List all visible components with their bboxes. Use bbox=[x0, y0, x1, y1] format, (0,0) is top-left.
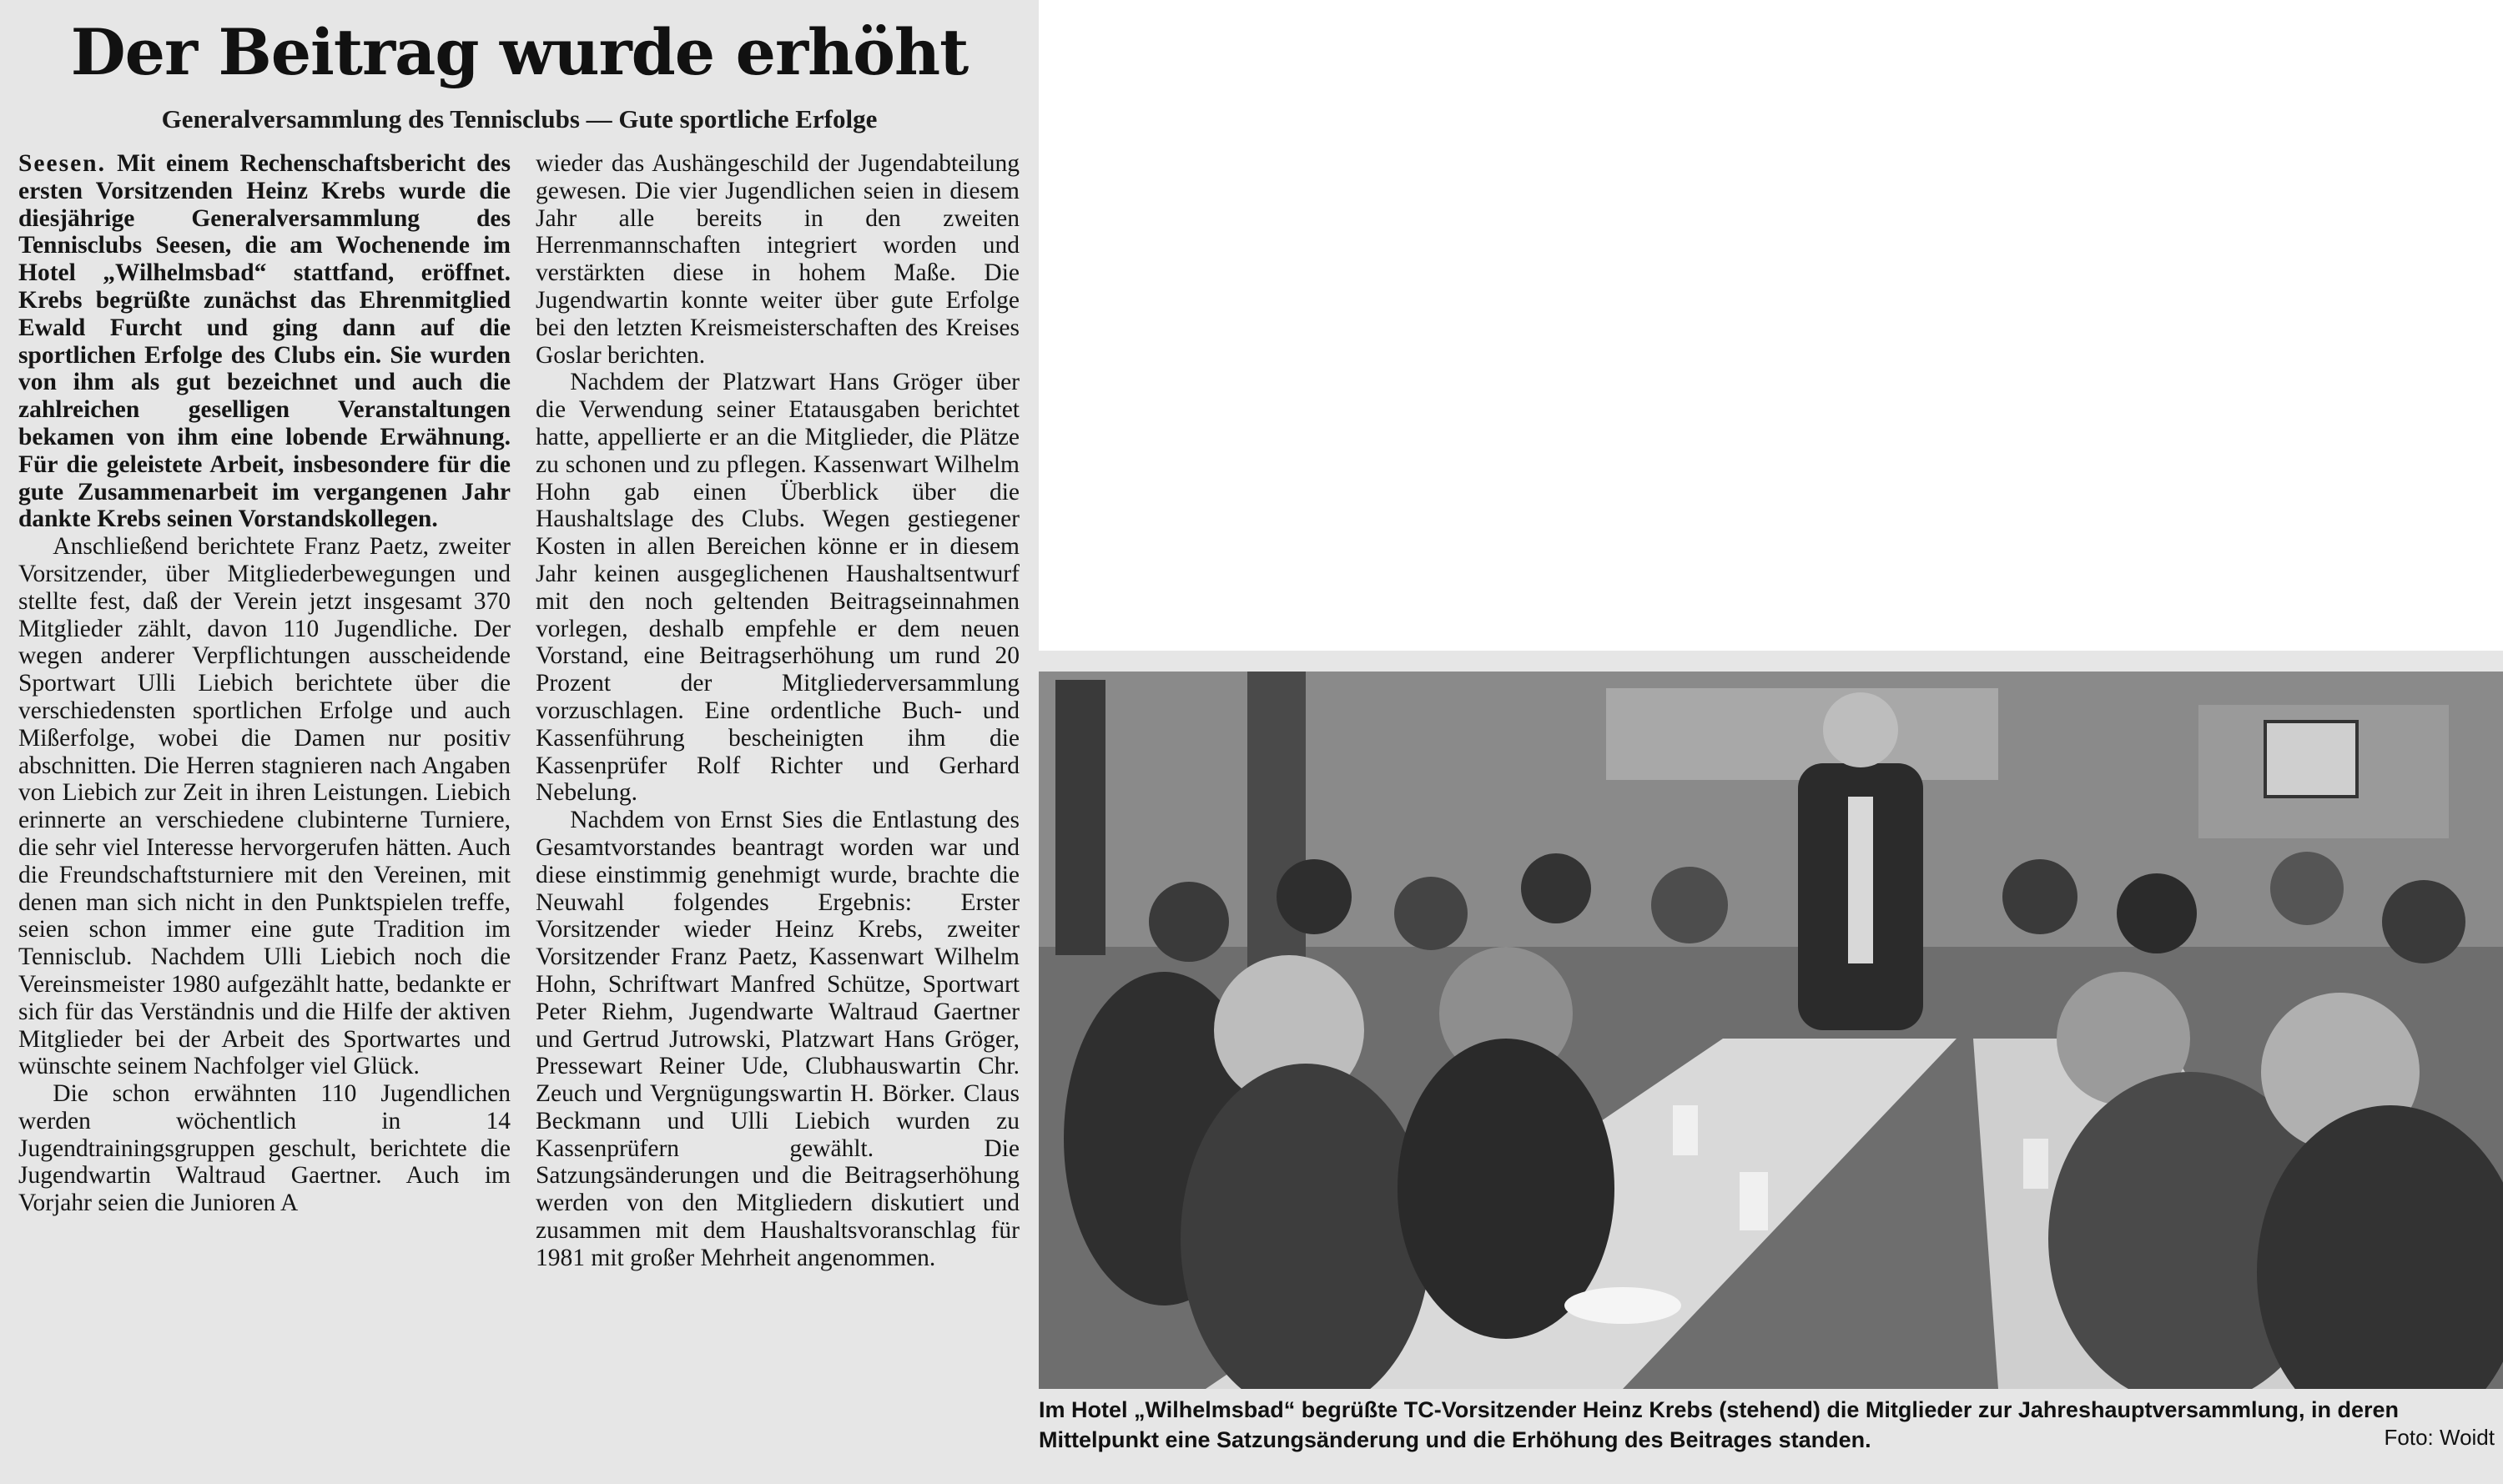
paragraph: Anschließend berichtete Franz Paetz, zweiter Vorsitzender, über Mitgliederbewegungen und stellte fest, daß der Verein jetzt insgesamt 370 Mitglieder zählt, davon 110 Jugendliche. Der wegen anderer Verpflichtungen ausscheidende Sportwart Ulli Liebich berichtete über die verschiedensten sportlichen Erfolge und auch Mißerfolge, wobei die Damen nur positiv abschnitten. Die Herren stagnieren nach Angaben von Liebich zur Zeit in ihren Leistungen. Liebich erinnerte an verschiedene clubinterne Turniere, die sehr viel Interesse hervorgerufen hätten. Auch die Freundschaftsturniere mit den Vereinen, mit denen man sich nicht in den Punktspielen treffe, seien schon immer eine gute Tradition im Tennisclub. Nachdem Ulli Liebich noch die Vereinsmeister 1980 aufgezählt hatte, bedankte er sich für das Verständnis und die Hilfe der aktiven Mitglieder bei der Arbeit des Sportwartes und wünschte seinem Nachfolger viel Glück. bbox=[18, 533, 511, 1080]
meeting-photo-illustration bbox=[1039, 672, 2503, 1389]
dateline: Seesen. bbox=[18, 150, 106, 177]
article-headline: Der Beitrag wurde erhöht bbox=[70, 15, 969, 89]
paragraph: Nachdem der Platzwart Hans Gröger über die Verwendung seiner Etatausgaben berichtet hatte, appellierte er an die Mitglieder, die Plätze zu schonen und zu pflegen. Kassenwart Wilhelm Hohn gab einen Überblick über die Haushaltslage des Clubs. Wegen gestiegener Kosten in allen Bereichen könne er in diesem Jahr keinen ausgeglichenen Haushaltsentwurf mit den noch geltenden Beitragseinnahmen vorlegen, deshalb empfehle er dem neuen Vorstand, eine Beitragserhöhung um rund 20 Prozent der Mitgliederversammlung vorzuschlagen. Eine ordentliche Buch- und Kassenführung bescheinigten ihm die Kassenprüfer Rolf Richter und Gerhard Nebelung. bbox=[536, 369, 1020, 807]
article-column-2 bbox=[536, 150, 1020, 1451]
lead-text: Mit einem Rechenschaftsbericht des ersten Vorsitzenden Heinz Krebs wurde die diesjährige Generalversammlung des Tennisclubs Seesen, die am Wochenende im Hotel „Wilhelmsbad“ stattfand, eröffnet. Krebs begrüßte zunächst das Ehrenmitglied Ewald Furcht und ging dann auf die sportlichen Erfolge des Clubs ein. Sie wurden von ihm als gut bezeichnet und auch die zahlreichen geselligen Veranstaltungen bekamen von ihm eine lobende Erwähnung. Für die geleistete Arbeit, insbesondere für die gute Zusammenarbeit im vergangenen Jahr dankte Krebs seinen Vorstandskollegen. bbox=[18, 150, 511, 533]
photo-credit: Foto: Woidt bbox=[2384, 1425, 2495, 1450]
paragraph: wieder das Aushängeschild der Jugendabteilung gewesen. Die vier Jugendlichen seien in diesem Jahr alle bereits in den zweiten Herrenmannschaften integriert worden und verstärkten diese in hohem Maße. Die Jugendwartin konnte weiter über gute Erfolge bei den letzten Kreismeisterschaften des Kreises Goslar berichten. bbox=[536, 150, 1020, 369]
article-subheadline: Generalversammlung des Tennisclubs — Gute sportliche Erfolge bbox=[161, 104, 878, 133]
photo-caption: Im Hotel „Wilhelmsbad“ begrüßte TC-Vorsitzender Heinz Krebs (stehend) die Mitglieder zur Jahreshauptversammlung, in deren Mittelpunkt eine Satzungsänderung und die Erhöhung des Beitrages standen. bbox=[1039, 1397, 2400, 1452]
meeting-photo bbox=[1039, 672, 2503, 1389]
lead-paragraph bbox=[18, 150, 511, 533]
paragraph: Die schon erwähnten 110 Jugendlichen werden wöchentlich in 14 Jugendtrainingsgruppen geschult, berichtete die Jugendwartin Waltraud Gaertner. Auch im Vorjahr seien die Junioren A bbox=[18, 1080, 511, 1217]
article-column-1 bbox=[18, 150, 511, 1451]
paragraph: Nachdem von Ernst Sies die Entlastung des Gesamtvorstandes beantragt worden war und diese einstimmig genehmigt wurde, brachte die Neuwahl folgendes Ergebnis: Erster Vorsitzender wieder Heinz Krebs, zweiter Vorsitzender Franz Paetz, Kassenwart Wilhelm Hohn, Schriftwart Manfred Schütze, Sportwart Peter Riehm, Jugendwarte Waltraud Gaertner und Gertrud Jutrowski, Platzwart Hans Gröger, Pressewart Reiner Ude, Clubhauswartin Chr. Zeuch und Vergnügungswartin H. Börker. Claus Beckmann und Ulli Liebich wurden zu Kassenprüfern gewählt. Die Satzungsänderungen und die Beitragserhöhung werden von den Mitgliedern diskutiert und zusammen mit dem Haushaltsvoranschlag für 1981 mit großer Mehrheit angenommen. bbox=[536, 807, 1020, 1271]
